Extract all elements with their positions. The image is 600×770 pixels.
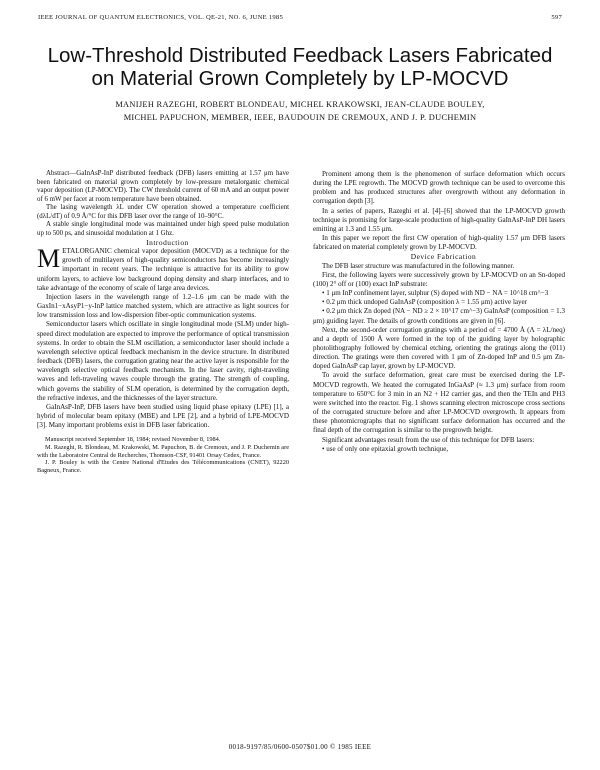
journal-citation: IEEE JOURNAL OF QUANTUM ELECTRONICS, VOL. QE-21, NO. 6, JUNE 1985 (38, 14, 284, 21)
body-paragraph: First, the following layers were successively grown by LP-MOCVD on an Sn-doped (100) 2° off or (100) exact InP substrate: (313, 270, 565, 288)
authors-line-2: MICHEL PAPUCHON, MEMBER, IEEE, BAUDOUIN DE CREMOUX, AND J. P. DUCHEMIN (123, 113, 477, 122)
body-paragraph: In this paper we report the first CW operation of high-quality 1.57 μm DFB lasers fabricated on material completely grown by LP-MOCVD. (313, 234, 565, 252)
section-heading-introduction: Introduction (146, 238, 189, 247)
abstract-paragraph: Abstract—GaInAsP-InP distributed feedback (DFB) lasers emitting at 1.57 μm have been fabricated on material grown completely by low-pressure metalorganic chemical vapor deposition (LP-MOCVD). The CW threshold current of 60 mA and an output power of 6 mW per facet at room temperature have been obtained. (37, 170, 289, 203)
body-paragraph: To avoid the surface deformation, great care must be exercised during the LP-MOCVD regrowth. We heated the corrugated InGaAsP (≈ 1.3 μm) surface from room temperature to 650°C for 3 min in an N2 + H2 carrier gas, and then the TEIn and PH3 were switched into the reactor. Fig. 1 shows scanning electron microscope cross sections of the corrugated structure before and after LP-MOCVD overgrowth. It appears from these photomicrographs that no significant surface deformation has occurred and the final depth of the corrugation is similar to the pregrowth height. (313, 371, 565, 435)
abstract-paragraph: The lasing wavelength λL under CW operation showed a temperature coefficient (dλL/dT) of 0.9 Å/°C for this DFB laser over the range of 10–90°C. (37, 204, 289, 220)
page-number: 597 (551, 14, 562, 21)
title-line-1: Low-Threshold Distributed Feedback Lasers Fabricated (47, 44, 553, 67)
intro-paragraph: Injection lasers in the wavelength range of 1.2–1.6 μm can be made with the GaxIn1−xAsyP1−y-InP lattice matched system, which are attractive as light sources for low transmission loss and low-dispersion fiber-optic communication systems. (37, 292, 289, 320)
advantage-list-item: • use of only one epitaxial growth technique, (322, 444, 449, 453)
layer-list-item: • 0.2 μm thick Zn doped (NA − ND ≥ 2 × 10^17 cm^−3) GaInAsP (composition = 1.3 μm) guiding layer. The details of growth conditions are given in [6]. (313, 307, 565, 325)
title-line-2: on Material Grown Completely by LP-MOCVD (91, 66, 509, 90)
abstract (37, 170, 289, 238)
drop-cap: M (37, 244, 61, 274)
intro-paragraph: Semiconductor lasers which oscillate in single longitudinal mode (SLM) under high-speed direct modulation are expected to improve the performance of optical transmission systems. In order to obtain the SLM oscillation, a semiconductor laser should include a wavelength selective optical feedback mechanism in the device structure. In distributed feedback (DFB) lasers, the corrugation grating near the active layer is responsible for the wavelength selective optical feedback mechanism. In the laser cavity, right-traveling waves and left-traveling waves couple through the grating. The strength of coupling, which governs the stability of SLM operation, is determined by the corrugation depth, the refractive indexes, and the thicknesses of the layer structure. (37, 320, 289, 402)
running-header (38, 14, 562, 21)
body-paragraph: The DFB laser structure was manufactured in the following manner. (322, 261, 515, 270)
right-column (313, 170, 565, 454)
footnote: M. Razeghi, R. Blondeau, M. Krakowski, M. Papuchon, B. de Cremoux, and J. P. Duchemin are with the Laboratoire Central de Recherches, Thomson-CSF, 91401 Orsay Cedex, France. (37, 443, 289, 459)
author-list (40, 98, 560, 124)
intro-paragraph-text: ETALORGANIC chemical vapor deposition (MOCVD) as a technique for the growth of multilayers of high-quality semiconductors has become increasingly important in recent years. The technique is attractive for its ability to grow uniform layers, to achieve low background doping density and sharp interfaces, and to take advantage of the economy of scale of large area devices. (37, 247, 289, 292)
paper-title (20, 45, 580, 90)
body-paragraph: Prominent among them is the phenomenon of surface deformation which occurs during the LPE regrowth. The MOCVD growth technique can be used to overcome this problem and has produced structures after overgrowth without any deformation in corrugation depth [3]. (313, 170, 565, 206)
layer-list-item: • 1 μm InP confinement layer, sulphur (S) doped with ND − NA = 10^18 cm^−3 (322, 289, 549, 298)
intro-paragraph: GaInAsP-InP, DFB lasers have been studied using liquid phase epitaxy (LPE) [1], a hybrid of molecular beam epitaxy (MBE) and LPE [2], and a hybrid of LPE-MOCVD [3]. Many important problems exist in DFB laser fabrication. (37, 402, 289, 430)
footnotes (37, 436, 289, 475)
abstract-paragraph: A stable single longitudinal mode was maintained under high speed pulse modulation up to 500 ps, and sinusoidal modulation at 1 Ghz. (37, 221, 289, 237)
body-paragraph: Next, the second-order corrugation gratings with a period of = 4700 Å (Λ = λL/neq) and a depth of 1500 Å were formed in the top of the guiding layer by holographic photolithography followed by chemical etching, orienting the gratings along the (011) direction. The gratings were then covered with 1 μm of Zn-doped InP and 0.5 μm Zn-doped GaInAsP cap layer, grown by LP-MOCVD. (313, 325, 565, 371)
layer-list-item: • 0.2 μm thick undoped GaInAsP (composition λ = 1.55 μm) active layer (322, 298, 528, 307)
left-column (37, 170, 289, 475)
body-paragraph: Significant advantages result from the use of this technique for DFB lasers: (322, 435, 535, 444)
body-paragraph: In a series of papers, Razeghi et al. [4]–[6] showed that the LP-MOCVD growth technique is promising for large-scale production of high-quality GaInAsP-InP DH lasers emitting at 1.3 and 1.55 μm. (313, 206, 565, 233)
intro-paragraph (37, 244, 289, 293)
authors-line-1: MANIJEH RAZEGHI, ROBERT BLONDEAU, MICHEL KRAKOWSKI, JEAN-CLAUDE BOULEY, (115, 100, 485, 109)
section-heading-device-fabrication: Device Fabrication (410, 252, 477, 262)
footnote: Manuscript received September 18, 1984; revised November 8, 1984. (45, 436, 221, 444)
copyright-footer: 0018-9197/85/0600-0507$01.00 © 1985 IEEE (228, 743, 372, 751)
footnote: J. P. Bouley is with the Centre National d'Etudes des Télécommunications (CNET), 92220 Bagneux, France. (37, 459, 289, 475)
